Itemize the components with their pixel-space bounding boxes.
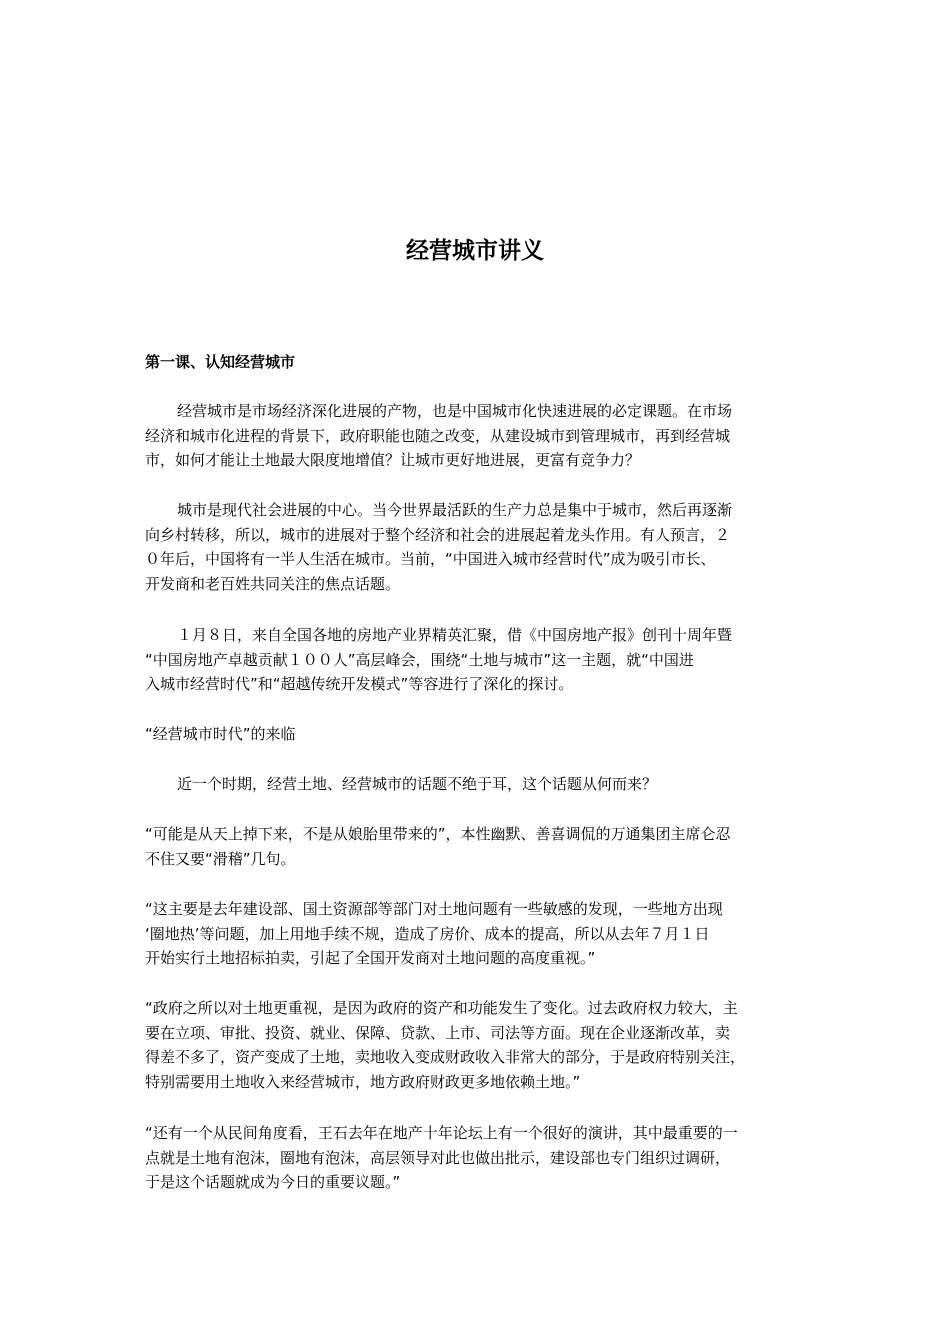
paragraph-line: 开始实行土地招标拍卖，引起了全国开发商对土地问题的高度重视。” <box>145 949 596 967</box>
paragraph-line: 开发商和老百姓共同关注的焦点话题。 <box>145 574 401 593</box>
paragraph-line: “中国房地产卓越贡献１００人”高层峰会，围绕“土地与城市”这一主题，就“中国进 <box>145 650 694 669</box>
paragraph-subheading <box>145 722 810 747</box>
paragraph-quote-3 <box>145 996 810 1094</box>
paragraph-line: “还有一个从民间角度看，王石去年在地产十年论坛上有一个很好的演讲，其中最重要的一 <box>145 1124 738 1142</box>
paragraph-line: 得差不多了，资产变成了土地，卖地收入变成财政收入非常大的部分，于是政府特别关注， <box>145 1048 746 1066</box>
paragraph-line: １月８日，来自全国各地的房地产业界精英汇聚，借《中国房地产报》创刊十周年暨 <box>177 626 733 644</box>
paragraph-line: “这主要是去年建设部、国土资源部等部门对土地问题有一些敏感的发现，一些地方出现 <box>145 900 723 918</box>
paragraph-line: 于是这个话题就成为今日的重要议题。” <box>145 1173 401 1191</box>
paragraph-line: 要在立项、审批、投资、就业、保障、贷款、上市、司法等方面。现在企业逐渐改革，卖 <box>145 1023 731 1042</box>
paragraph-line: “经营城市时代”的来临 <box>145 725 296 743</box>
paragraph-quote-1 <box>145 822 810 871</box>
paragraph-quote-4 <box>145 1121 810 1195</box>
paragraph-line: 近一个时期，经营土地、经营城市的话题不绝于耳，这个话题从何而来？ <box>177 775 658 793</box>
paragraph-line: “政府之所以对土地更重视，是因为政府的资产和功能发生了变化。过去政府权力较大，主 <box>145 999 738 1017</box>
paragraph-summit <box>145 623 810 697</box>
document-title: 经营城市讲义 <box>406 238 544 264</box>
paragraph-line: 经济和城市化进程的背景下，政府职能也随之改变，从建设城市到管理城市，再到经营城 <box>145 426 731 445</box>
paragraph-line: 特别需要用土地收入来经营城市，地方政府财政更多地依赖土地。” <box>145 1072 581 1091</box>
paragraph-line: 点就是土地有泡沫，圈地有泡沫，高层领导对此也做出批示，建设部也专门组织过调研， <box>145 1148 731 1167</box>
paragraph-line: ‘圈地热’等问题，加上用地手续不规，造成了房价、成本的提高，所以从去年７月１日 <box>145 924 710 943</box>
paragraph-city-center <box>145 498 810 596</box>
paragraph-line: ０年后，中国将有一半人生活在城市。当前，“中国进入城市经营时代”成为吸引市长、 <box>145 550 716 568</box>
section-heading: 第一课、认知经营城市 <box>145 353 296 371</box>
paragraph-line: 城市是现代社会进展的中心。当今世界最活跃的生产力总是集中于城市，然后再逐渐 <box>177 501 733 519</box>
paragraph-line: 经营城市是市场经济深化进展的产物，也是中国城市化快速进展的必定课题。在市场 <box>177 402 733 420</box>
paragraph-line: 不住又要“滑稽”几句。 <box>145 849 296 868</box>
paragraph-intro <box>145 399 810 473</box>
paragraph-line: 向乡村转移，所以，城市的进展对于整个经济和社会的进展起着龙头作用。有人预言，２ <box>145 525 731 544</box>
paragraph-quote-2 <box>145 897 810 971</box>
paragraph-line: “可能是从天上掉下来，不是从娘胎里带来的”，本性幽默、善喜调侃的万通集团主席仑忍 <box>145 825 731 843</box>
paragraph-line: 入城市经营时代”和“超越传统开发模式”等容进行了深化的探讨。 <box>145 675 574 693</box>
paragraph-question <box>145 772 810 797</box>
paragraph-line: 市，如何才能让土地最大限度地增值？让城市更好地进展，更富有竞争力？ <box>145 451 641 469</box>
